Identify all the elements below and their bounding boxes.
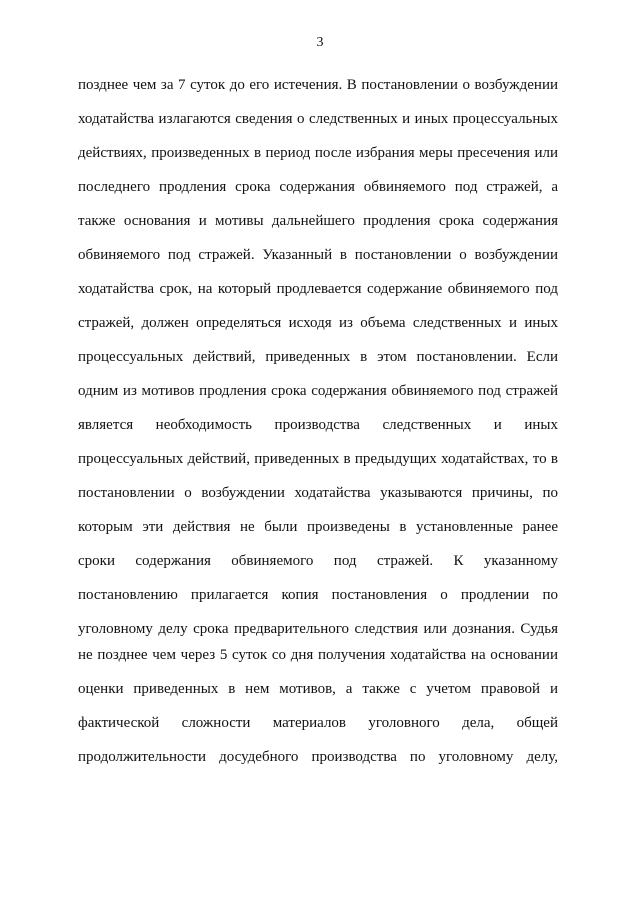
text-line: процессуальных действий, приведенных в предыдущих ходатайствах, то в bbox=[78, 451, 558, 467]
text-line: одним из мотивов продления срока содержания обвиняемого под стражей bbox=[78, 383, 558, 399]
text-line: сроки содержания обвиняемого под стражей. К указанному bbox=[78, 553, 558, 569]
text-line: фактической сложности материалов уголовного дела, общей bbox=[78, 715, 558, 731]
text-line: стражей, должен определяться исходя из объема следственных и иных bbox=[78, 315, 558, 331]
text-line: ходатайства излагаются сведения о следственных и иных процессуальных bbox=[78, 111, 558, 127]
text-line: действиях, произведенных в период после избрания меры пресечения или bbox=[78, 145, 558, 161]
text-line: обвиняемого под стражей. Указанный в постановлении о возбуждении bbox=[78, 247, 558, 263]
text-line: также основания и мотивы дальнейшего продления срока содержания bbox=[78, 213, 558, 229]
text-line: которым эти действия не были произведены в установленные ранее bbox=[78, 519, 558, 535]
text-line: постановлению прилагается копия постановления о продлении по bbox=[78, 587, 558, 603]
text-line: является необходимость производства следственных и иных bbox=[78, 417, 558, 433]
text-line: процессуальных действий, приведенных в этом постановлении. Если bbox=[78, 349, 558, 365]
text-line: последнего продления срока содержания обвиняемого под стражей, а bbox=[78, 179, 558, 195]
text-line: уголовному делу срока предварительного следствия или дознания. Судья bbox=[78, 621, 558, 637]
text-line: не позднее чем через 5 суток со дня получения ходатайства на основании bbox=[78, 647, 558, 663]
text-line: постановлении о возбуждении ходатайства указываются причины, по bbox=[78, 485, 558, 501]
text-line: продолжительности досудебного производства по уголовному делу, bbox=[78, 749, 558, 765]
text-line: позднее чем за 7 суток до его истечения. В постановлении о возбуждении bbox=[78, 77, 558, 93]
text-line: оценки приведенных в нем мотивов, а также с учетом правовой и bbox=[78, 681, 558, 697]
text-line: ходатайства срок, на который продлевается содержание обвиняемого под bbox=[78, 281, 558, 297]
document-body bbox=[78, 74, 558, 769]
page-number: 3 bbox=[316, 35, 324, 50]
